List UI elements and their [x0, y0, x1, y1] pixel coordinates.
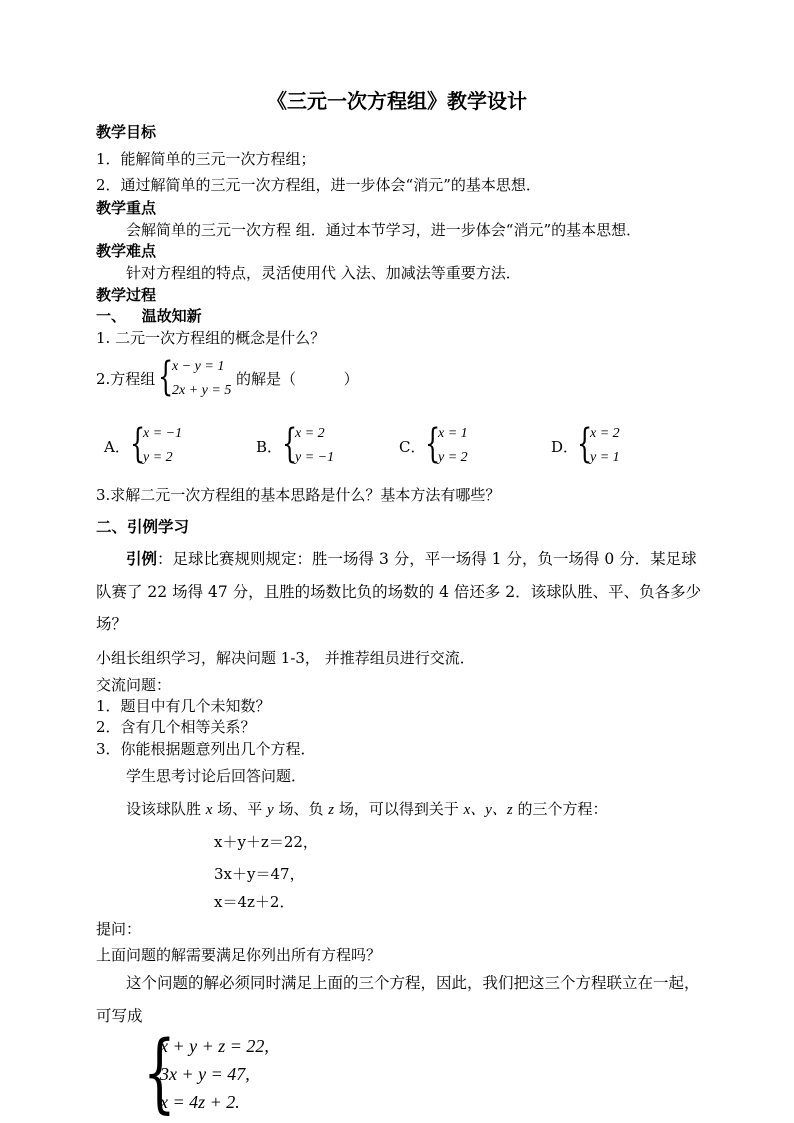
question-1: 1. 二元一次方程组的概念是什么？ [96, 329, 326, 347]
brace-icon: { [282, 421, 298, 467]
option-label: B． [256, 438, 283, 456]
equation-line: 3x＋y＝47， [214, 865, 305, 883]
brace-icon: { [130, 421, 146, 467]
exchange-heading: 交流问题： [96, 676, 172, 694]
difficulties-text: 针对方程组的特点，灵活使用代 入法、加减法等重要方法． [126, 264, 521, 282]
system-equation: x = 4z + 2. [160, 1092, 240, 1112]
example-line-3: 场？ [96, 615, 128, 633]
section-review-heading: 一、 温故知新 [96, 307, 202, 325]
option-line: x = 1 [438, 426, 468, 441]
setup-text [126, 799, 608, 820]
option-label: A． [104, 438, 130, 456]
key-points-text: 会解简单的三元一次方程 组．通过本节学习，进一步体会“消元”的基本思想． [126, 221, 642, 239]
option-line: y = −1 [295, 450, 335, 465]
setup-part: 的三个方程： [512, 800, 608, 818]
q2-equation-2: 2x + y = 5 [172, 383, 232, 398]
var-z: z [328, 802, 335, 818]
question-3: 3.求解二元一次方程组的基本思路是什么？基本方法有哪些？ [96, 486, 501, 504]
setup-part: 场，可以得到关于 [334, 800, 464, 818]
ask-question: 上面问题的解需要满足你列出所有方程吗？ [96, 946, 382, 964]
key-points-heading: 教学重点 [96, 199, 157, 217]
example-label: 引例 [126, 549, 158, 568]
var-y: y [267, 802, 274, 818]
brace-icon: { [577, 421, 593, 467]
q2-equation-1: x − y = 1 [172, 359, 225, 374]
brace-icon: { [158, 354, 174, 400]
option-line: y = 1 [590, 450, 620, 465]
brace-icon: { [143, 1023, 176, 1123]
option-line: x = −1 [143, 426, 183, 441]
option-line: y = 2 [438, 450, 468, 465]
setup-part: 场、平 [212, 800, 267, 818]
option-line: x = 2 [295, 426, 325, 441]
ask-heading: 提问： [96, 920, 142, 938]
paragraph-line: 这个问题的解必须同时满足上面的三个方程，因此，我们把这三个方程联立在一起， [126, 974, 700, 992]
discuss-text: 学生思考讨论后回答问题． [126, 767, 307, 785]
equation-line: x＝4z＋2． [214, 893, 295, 911]
goal-item: 1．能解简单的三元一次方程组； [96, 150, 316, 168]
example-line-2: 队赛了 22 场得 47 分，且胜的场数比负的场数的 4 倍还多 2．该球队胜、平、负各多少 [96, 583, 702, 601]
exchange-item: 2．含有几个相等关系？ [96, 718, 256, 736]
example-line-1 [126, 549, 697, 569]
question-2-prefix: 2.方程组 [96, 370, 156, 388]
option-line: x = 2 [590, 426, 620, 441]
goal-item: 2．通过解简单的三元一次方程组，进一步体会“消元”的基本思想． [96, 176, 541, 194]
difficulties-heading: 教学难点 [96, 242, 157, 260]
setup-part: 场、负 [273, 800, 329, 818]
var-x: x [205, 802, 213, 818]
question-2-suffix: 的解是（ ） [236, 370, 359, 388]
setup-part: 设该球队胜 [126, 800, 206, 818]
brace-icon: { [425, 421, 441, 467]
exchange-item: 1．题目中有几个未知数？ [96, 697, 271, 715]
section-example-heading: 二、引例学习 [96, 517, 190, 536]
paragraph-line: 可写成 [96, 1007, 143, 1025]
process-heading: 教学过程 [96, 286, 157, 304]
option-label: C． [399, 438, 426, 456]
vars-list: x、y、z [463, 802, 513, 818]
example-text: ：足球比赛规则规定：胜一场得 3 分，平一场得 1 分，负一场得 0 分．某足球 [157, 550, 697, 568]
page-title: 《三元一次方程组》教学设计 [267, 89, 527, 113]
system-equation: 3x + y = 47, [160, 1064, 250, 1084]
equation-line: x＋y＋z＝22， [214, 833, 318, 851]
goals-heading: 教学目标 [96, 123, 157, 141]
group-instruction: 小组长组织学习，解决问题 1-3， 并推荐组员进行交流． [96, 649, 475, 667]
option-line: y = 2 [143, 450, 173, 465]
system-equation: x + y + z = 22, [160, 1036, 269, 1056]
exchange-item: 3．你能根据题意列出几个方程． [96, 740, 316, 758]
option-label: D． [551, 438, 579, 456]
